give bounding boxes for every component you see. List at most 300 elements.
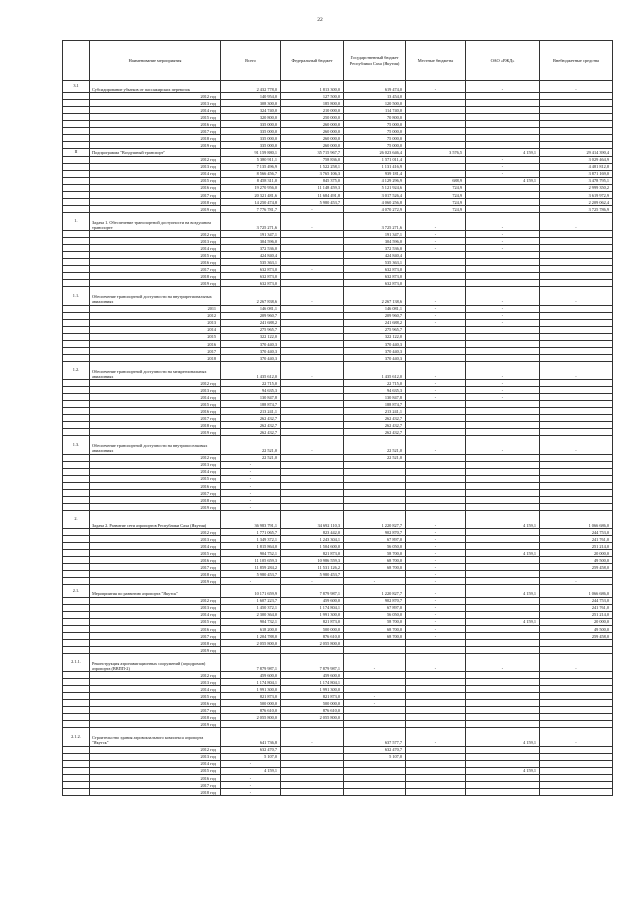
cell-extrabudgetary xyxy=(540,135,613,142)
cell-extrabudgetary xyxy=(540,380,613,387)
cell-state-budget: 58 700,0 xyxy=(344,618,406,625)
cell-total: 7 776 781,7 xyxy=(221,205,281,212)
cell-federal-budget: 3 765 106,3 xyxy=(281,170,344,177)
cell-state-budget: 902 870,7 xyxy=(344,529,406,536)
cell-total: - xyxy=(221,461,281,468)
cell-extrabudgetary: 244 753,0 xyxy=(540,529,613,536)
cell-total: 632 873,0 xyxy=(221,273,281,280)
table-row xyxy=(63,611,613,618)
row-number xyxy=(63,489,90,496)
cell-local-budgets: - xyxy=(406,394,466,401)
table-row xyxy=(63,679,613,686)
cell-local-budgets: - xyxy=(406,305,466,312)
page-number: 22 xyxy=(317,17,323,23)
table-row xyxy=(63,273,613,280)
table-row xyxy=(63,774,613,781)
cell-rzd: - xyxy=(466,312,540,319)
table-row xyxy=(63,461,613,468)
table-row xyxy=(63,707,613,714)
row-number xyxy=(63,604,90,611)
cell-rzd xyxy=(466,625,540,632)
table-row xyxy=(63,387,613,394)
cell-total: 188 874,7 xyxy=(221,401,281,408)
cell-federal-budget xyxy=(281,753,344,760)
cell-state-budget: 535 363,1 xyxy=(344,259,406,266)
row-number xyxy=(63,468,90,475)
cell-state-budget: 370 440,3 xyxy=(344,347,406,354)
table-row xyxy=(63,646,613,653)
cell-state-budget: 13 454,0 xyxy=(344,93,406,100)
cell-total: 1 607 223,7 xyxy=(221,597,281,604)
year-label: 2013 год xyxy=(90,536,221,543)
table-row xyxy=(63,177,613,184)
table-row xyxy=(63,578,613,585)
row-number xyxy=(63,760,90,767)
cell-federal-budget: 5 980 453,7 xyxy=(281,198,344,205)
cell-rzd xyxy=(466,503,540,510)
year-label: 2011 xyxy=(90,305,221,312)
year-label: 2014 год xyxy=(90,107,221,114)
cell-rzd xyxy=(466,184,540,191)
cell-local-budgets xyxy=(406,721,466,728)
cell-total: 7 879 987,1 xyxy=(221,653,281,671)
row-number xyxy=(63,163,90,170)
cell-rzd: 4 159,1 xyxy=(466,618,540,625)
cell-extrabudgetary xyxy=(540,415,613,422)
cell-state-budget xyxy=(344,788,406,795)
cell-rzd: - xyxy=(466,231,540,238)
year-label: 2019 год xyxy=(90,578,221,585)
table-row xyxy=(63,632,613,639)
cell-state-budget: 304 596,0 xyxy=(344,238,406,245)
table-row xyxy=(63,312,613,319)
cell-federal-budget: 1 991 300,0 xyxy=(281,611,344,618)
cell-federal-budget xyxy=(281,273,344,280)
cell-rzd xyxy=(466,333,540,340)
cell-federal-budget xyxy=(281,468,344,475)
cell-local-budgets: - xyxy=(406,564,466,571)
cell-total xyxy=(221,721,281,728)
year-label: 2015 год xyxy=(90,401,221,408)
row-number xyxy=(63,387,90,394)
cell-extrabudgetary: 1 066 686,0 xyxy=(540,510,613,528)
table-row xyxy=(63,482,613,489)
cell-extrabudgetary xyxy=(540,100,613,107)
table-section-row xyxy=(63,149,613,156)
cell-local-budgets: 724,9 xyxy=(406,205,466,212)
cell-local-budgets: - xyxy=(406,212,466,230)
year-label: 2019 год xyxy=(90,205,221,212)
cell-extrabudgetary: 2 999 350,2 xyxy=(540,184,613,191)
year-label: 2012 год xyxy=(90,746,221,753)
year-label: 2017 год xyxy=(90,564,221,571)
cell-rzd xyxy=(466,198,540,205)
year-label: 2018 xyxy=(90,354,221,361)
cell-local-budgets xyxy=(406,482,466,489)
cell-extrabudgetary xyxy=(540,408,613,415)
cell-extrabudgetary: 1 066 686,0 xyxy=(540,585,613,597)
row-number xyxy=(63,142,90,149)
year-label: 2015 год xyxy=(90,177,221,184)
table-row xyxy=(63,107,613,114)
cell-total: 308 300,0 xyxy=(221,100,281,107)
row-number xyxy=(63,672,90,679)
cell-total: 904 752,1 xyxy=(221,550,281,557)
cell-federal-budget: 821 873,0 xyxy=(281,618,344,625)
year-label: 2018 год xyxy=(90,639,221,646)
cell-rzd: - xyxy=(466,156,540,163)
cell-extrabudgetary xyxy=(540,128,613,135)
row-number xyxy=(63,170,90,177)
cell-total: - xyxy=(221,781,281,788)
cell-total: 262 432,7 xyxy=(221,415,281,422)
row-number xyxy=(63,503,90,510)
cell-extrabudgetary: - xyxy=(540,653,613,671)
cell-federal-budget xyxy=(281,354,344,361)
table-row xyxy=(63,333,613,340)
cell-local-budgets: - xyxy=(406,625,466,632)
cell-rzd xyxy=(466,326,540,333)
cell-local-budgets: 688,9 xyxy=(406,177,466,184)
cell-local-budgets xyxy=(406,760,466,767)
cell-state-budget: 68 700,0 xyxy=(344,564,406,571)
cell-state-budget xyxy=(344,760,406,767)
cell-local-budgets xyxy=(406,475,466,482)
cell-total: 91 159 880,1 xyxy=(221,149,281,156)
row-number xyxy=(63,693,90,700)
header-local-budgets: Местные бюджеты xyxy=(406,41,466,81)
table-row xyxy=(63,760,613,767)
cell-rzd xyxy=(466,121,540,128)
row-number xyxy=(63,781,90,788)
cell-rzd: - xyxy=(466,287,540,305)
cell-extrabudgetary: 244 753,0 xyxy=(540,597,613,604)
cell-rzd: - xyxy=(466,436,540,454)
cell-rzd xyxy=(466,252,540,259)
cell-extrabudgetary xyxy=(540,245,613,252)
row-number xyxy=(63,679,90,686)
year-label: 2012 год xyxy=(90,156,221,163)
cell-rzd xyxy=(466,142,540,149)
year-label: 2012 год xyxy=(90,380,221,387)
cell-local-budgets xyxy=(406,326,466,333)
cell-extrabudgetary: 20 000,0 xyxy=(540,618,613,625)
cell-rzd: - xyxy=(466,653,540,671)
activity-name: Задача 1. Обеспечение транспортной доступности на воздушном транспорте xyxy=(90,212,221,230)
row-number xyxy=(63,767,90,774)
cell-local-budgets: - xyxy=(406,585,466,597)
cell-rzd xyxy=(466,128,540,135)
table-section-row xyxy=(63,212,613,230)
cell-local-budgets xyxy=(406,700,466,707)
cell-local-budgets xyxy=(406,163,466,170)
year-label: 2019 год xyxy=(90,721,221,728)
cell-local-budgets: - xyxy=(406,319,466,326)
table-row xyxy=(63,238,613,245)
cell-local-budgets xyxy=(406,135,466,142)
cell-total: - xyxy=(221,496,281,503)
cell-rzd xyxy=(466,693,540,700)
cell-local-budgets: - xyxy=(406,653,466,671)
cell-rzd xyxy=(466,93,540,100)
cell-federal-budget xyxy=(281,245,344,252)
cell-federal-budget xyxy=(281,259,344,266)
cell-state-budget: 130 847,8 xyxy=(344,394,406,401)
cell-total: - xyxy=(221,489,281,496)
activity-name: Строительство здания аэровокзального комплекса аэропорта "Якутск" xyxy=(90,728,221,746)
cell-extrabudgetary: 3 725 786,9 xyxy=(540,205,613,212)
cell-local-budgets xyxy=(406,333,466,340)
cell-federal-budget: 35 715 967,7 xyxy=(281,149,344,156)
year-label: 2012 год xyxy=(90,93,221,100)
header-federal-budget: Федеральный бюджет xyxy=(281,41,344,81)
cell-total: 4 159,1 xyxy=(221,767,281,774)
row-number xyxy=(63,280,90,287)
row-number: 2.1.1. xyxy=(63,653,90,671)
cell-state-budget: 262 432,7 xyxy=(344,429,406,436)
cell-federal-budget: 185 800,0 xyxy=(281,100,344,107)
cell-federal-budget xyxy=(281,408,344,415)
cell-state-budget: 191 347,1 xyxy=(344,231,406,238)
cell-state-budget: 1 435 612,0 xyxy=(344,361,406,379)
cell-state-budget: 188 874,7 xyxy=(344,401,406,408)
cell-federal-budget xyxy=(281,646,344,653)
cell-total: 618 200,0 xyxy=(221,625,281,632)
cell-local-budgets xyxy=(406,454,466,461)
cell-federal-budget xyxy=(281,380,344,387)
cell-total: 641 736,8 xyxy=(221,728,281,746)
cell-state-budget: 2 267 138,6 xyxy=(344,287,406,305)
table-section-row xyxy=(63,287,613,305)
cell-state-budget: 120 500,0 xyxy=(344,100,406,107)
cell-state-budget: 632 470,7 xyxy=(344,746,406,753)
cell-federal-budget: 260 000,0 xyxy=(281,121,344,128)
cell-federal-budget xyxy=(281,503,344,510)
cell-extrabudgetary xyxy=(540,114,613,121)
row-number xyxy=(63,646,90,653)
cell-total: 876 610,0 xyxy=(221,707,281,714)
cell-local-budgets: - xyxy=(406,238,466,245)
activity-name: Подпрограмма "Воздушный транспорт" xyxy=(90,149,221,156)
table-row xyxy=(63,693,613,700)
row-number xyxy=(63,191,90,198)
cell-rzd xyxy=(466,340,540,347)
table-row xyxy=(63,618,613,625)
cell-extrabudgetary: - xyxy=(540,81,613,93)
cell-total: 130 847,8 xyxy=(221,394,281,401)
cell-local-budgets xyxy=(406,340,466,347)
row-number xyxy=(63,475,90,482)
cell-extrabudgetary: 241 761,0 xyxy=(540,536,613,543)
cell-federal-budget xyxy=(281,429,344,436)
cell-federal-budget: - xyxy=(281,287,344,305)
cell-rzd xyxy=(466,354,540,361)
cell-state-budget: 637 577,7 xyxy=(344,728,406,746)
cell-rzd: - xyxy=(466,361,540,379)
cell-total: 335 000,0 xyxy=(221,142,281,149)
cell-extrabudgetary xyxy=(540,686,613,693)
year-label: 2012 год xyxy=(90,231,221,238)
year-label: 2015 год xyxy=(90,550,221,557)
cell-local-budgets xyxy=(406,774,466,781)
cell-extrabudgetary xyxy=(540,319,613,326)
cell-local-budgets xyxy=(406,266,466,273)
table-row xyxy=(63,550,613,557)
cell-local-budgets: - xyxy=(406,81,466,93)
cell-state-budget: 1 220 827,7 xyxy=(344,510,406,528)
cell-rzd xyxy=(466,347,540,354)
table-row xyxy=(63,781,613,788)
cell-federal-budget: - xyxy=(281,205,344,212)
year-label: 2015 xyxy=(90,333,221,340)
cell-local-budgets: - xyxy=(406,510,466,528)
cell-state-budget xyxy=(344,571,406,578)
cell-state-budget: 424 840,4 xyxy=(344,252,406,259)
cell-total: 2 432 778,0 xyxy=(221,81,281,93)
activity-name: Задача 2. Развитие сети аэропортов Республики Саха (Якутия) xyxy=(90,510,221,528)
year-label: 2013 год xyxy=(90,163,221,170)
cell-state-budget: 370 440,3 xyxy=(344,340,406,347)
table-section-row xyxy=(63,653,613,671)
cell-state-budget: 3 725 271,6 xyxy=(344,212,406,230)
cell-local-budgets xyxy=(406,280,466,287)
cell-federal-budget xyxy=(281,340,344,347)
cell-extrabudgetary xyxy=(540,347,613,354)
cell-federal-budget: 260 000,0 xyxy=(281,135,344,142)
cell-extrabudgetary: - xyxy=(540,287,613,305)
cell-rzd xyxy=(466,205,540,212)
cell-state-budget: 1 571 011,4 xyxy=(344,156,406,163)
cell-total: 370 440,3 xyxy=(221,354,281,361)
year-label: 2013 год xyxy=(90,238,221,245)
cell-extrabudgetary xyxy=(540,429,613,436)
cell-state-budget: 4 129 296,9 xyxy=(344,177,406,184)
table-row xyxy=(63,639,613,646)
table-row xyxy=(63,714,613,721)
table-row xyxy=(63,142,613,149)
cell-total: 22 715,0 xyxy=(221,380,281,387)
table-row xyxy=(63,408,613,415)
row-number xyxy=(63,557,90,564)
cell-federal-budget: 1 504 600,0 xyxy=(281,543,344,550)
table-row xyxy=(63,557,613,564)
cell-rzd xyxy=(466,781,540,788)
year-label: 2016 год xyxy=(90,774,221,781)
table-row xyxy=(63,380,613,387)
cell-federal-budget: - xyxy=(281,361,344,379)
cell-rzd xyxy=(466,571,540,578)
cell-local-budgets xyxy=(406,686,466,693)
cell-federal-budget xyxy=(281,489,344,496)
cell-total: 2 267 838,6 xyxy=(221,287,281,305)
cell-total: 3 725 271,6 xyxy=(221,212,281,230)
cell-total: - xyxy=(221,760,281,767)
cell-federal-budget: 2 055 800,0 xyxy=(281,639,344,646)
cell-extrabudgetary: - xyxy=(540,728,613,746)
cell-local-budgets: - xyxy=(406,536,466,543)
year-label: 2012 год xyxy=(90,454,221,461)
row-number xyxy=(63,114,90,121)
cell-rzd xyxy=(466,564,540,571)
cell-state-budget: 22 715,0 xyxy=(344,380,406,387)
cell-rzd xyxy=(466,429,540,436)
cell-state-budget: 75 000,0 xyxy=(344,135,406,142)
table-row xyxy=(63,746,613,753)
table-row xyxy=(63,128,613,135)
year-label: 2013 год xyxy=(90,100,221,107)
table-row xyxy=(63,93,613,100)
cell-local-budgets xyxy=(406,753,466,760)
cell-local-budgets: - xyxy=(406,632,466,639)
cell-local-budgets: - xyxy=(406,550,466,557)
cell-federal-budget xyxy=(281,312,344,319)
cell-state-budget: - xyxy=(344,693,406,700)
activity-name: Субсидирование убытков от пассажирских перевозок xyxy=(90,81,221,93)
year-label: 2018 год xyxy=(90,135,221,142)
year-label: 2013 год xyxy=(90,679,221,686)
table-row xyxy=(63,788,613,795)
cell-state-budget xyxy=(344,781,406,788)
header-state-budget: Государственный бюджет Республики Саха (Якутия) xyxy=(344,41,406,81)
cell-state-budget: 68 700,0 xyxy=(344,557,406,564)
cell-rzd xyxy=(466,646,540,653)
row-number xyxy=(63,597,90,604)
cell-extrabudgetary: 3 619 972,9 xyxy=(540,191,613,198)
row-number xyxy=(63,245,90,252)
cell-local-budgets xyxy=(406,788,466,795)
cell-total: 1 204 788,0 xyxy=(221,632,281,639)
cell-state-budget: 902 870,7 xyxy=(344,597,406,604)
cell-extrabudgetary xyxy=(540,496,613,503)
year-label: 2018 год xyxy=(90,714,221,721)
table-row xyxy=(63,401,613,408)
cell-rzd xyxy=(466,496,540,503)
cell-local-budgets xyxy=(406,693,466,700)
cell-state-budget: 4 060 256,8 xyxy=(344,198,406,205)
table-row xyxy=(63,721,613,728)
cell-rzd: - xyxy=(466,170,540,177)
row-number xyxy=(63,128,90,135)
table-row xyxy=(63,252,613,259)
cell-total: 304 596,0 xyxy=(221,238,281,245)
cell-local-budgets xyxy=(406,273,466,280)
row-number xyxy=(63,319,90,326)
cell-local-budgets xyxy=(406,714,466,721)
cell-rzd xyxy=(466,543,540,550)
cell-state-budget xyxy=(344,707,406,714)
row-number: 1.1. xyxy=(63,287,90,305)
cell-total: 320 800,0 xyxy=(221,114,281,121)
year-label: 2014 год xyxy=(90,170,221,177)
table-body xyxy=(63,81,613,796)
cell-federal-budget: 821 873,0 xyxy=(281,693,344,700)
cell-local-budgets: 3 576,5 xyxy=(406,149,466,156)
cell-extrabudgetary: 4 481 812,8 xyxy=(540,163,613,170)
cell-federal-budget xyxy=(281,781,344,788)
cell-rzd xyxy=(466,415,540,422)
cell-extrabudgetary: 3 029 464,9 xyxy=(540,156,613,163)
year-label: 2019 год xyxy=(90,280,221,287)
cell-federal-budget: 250 000,0 xyxy=(281,114,344,121)
cell-federal-budget xyxy=(281,482,344,489)
table-row xyxy=(63,597,613,604)
cell-federal-budget xyxy=(281,347,344,354)
cell-local-budgets: - xyxy=(406,571,466,578)
cell-extrabudgetary xyxy=(540,468,613,475)
budget-table xyxy=(62,40,613,796)
cell-extrabudgetary: - xyxy=(540,578,613,585)
cell-state-budget: 619 474,0 xyxy=(344,81,406,93)
